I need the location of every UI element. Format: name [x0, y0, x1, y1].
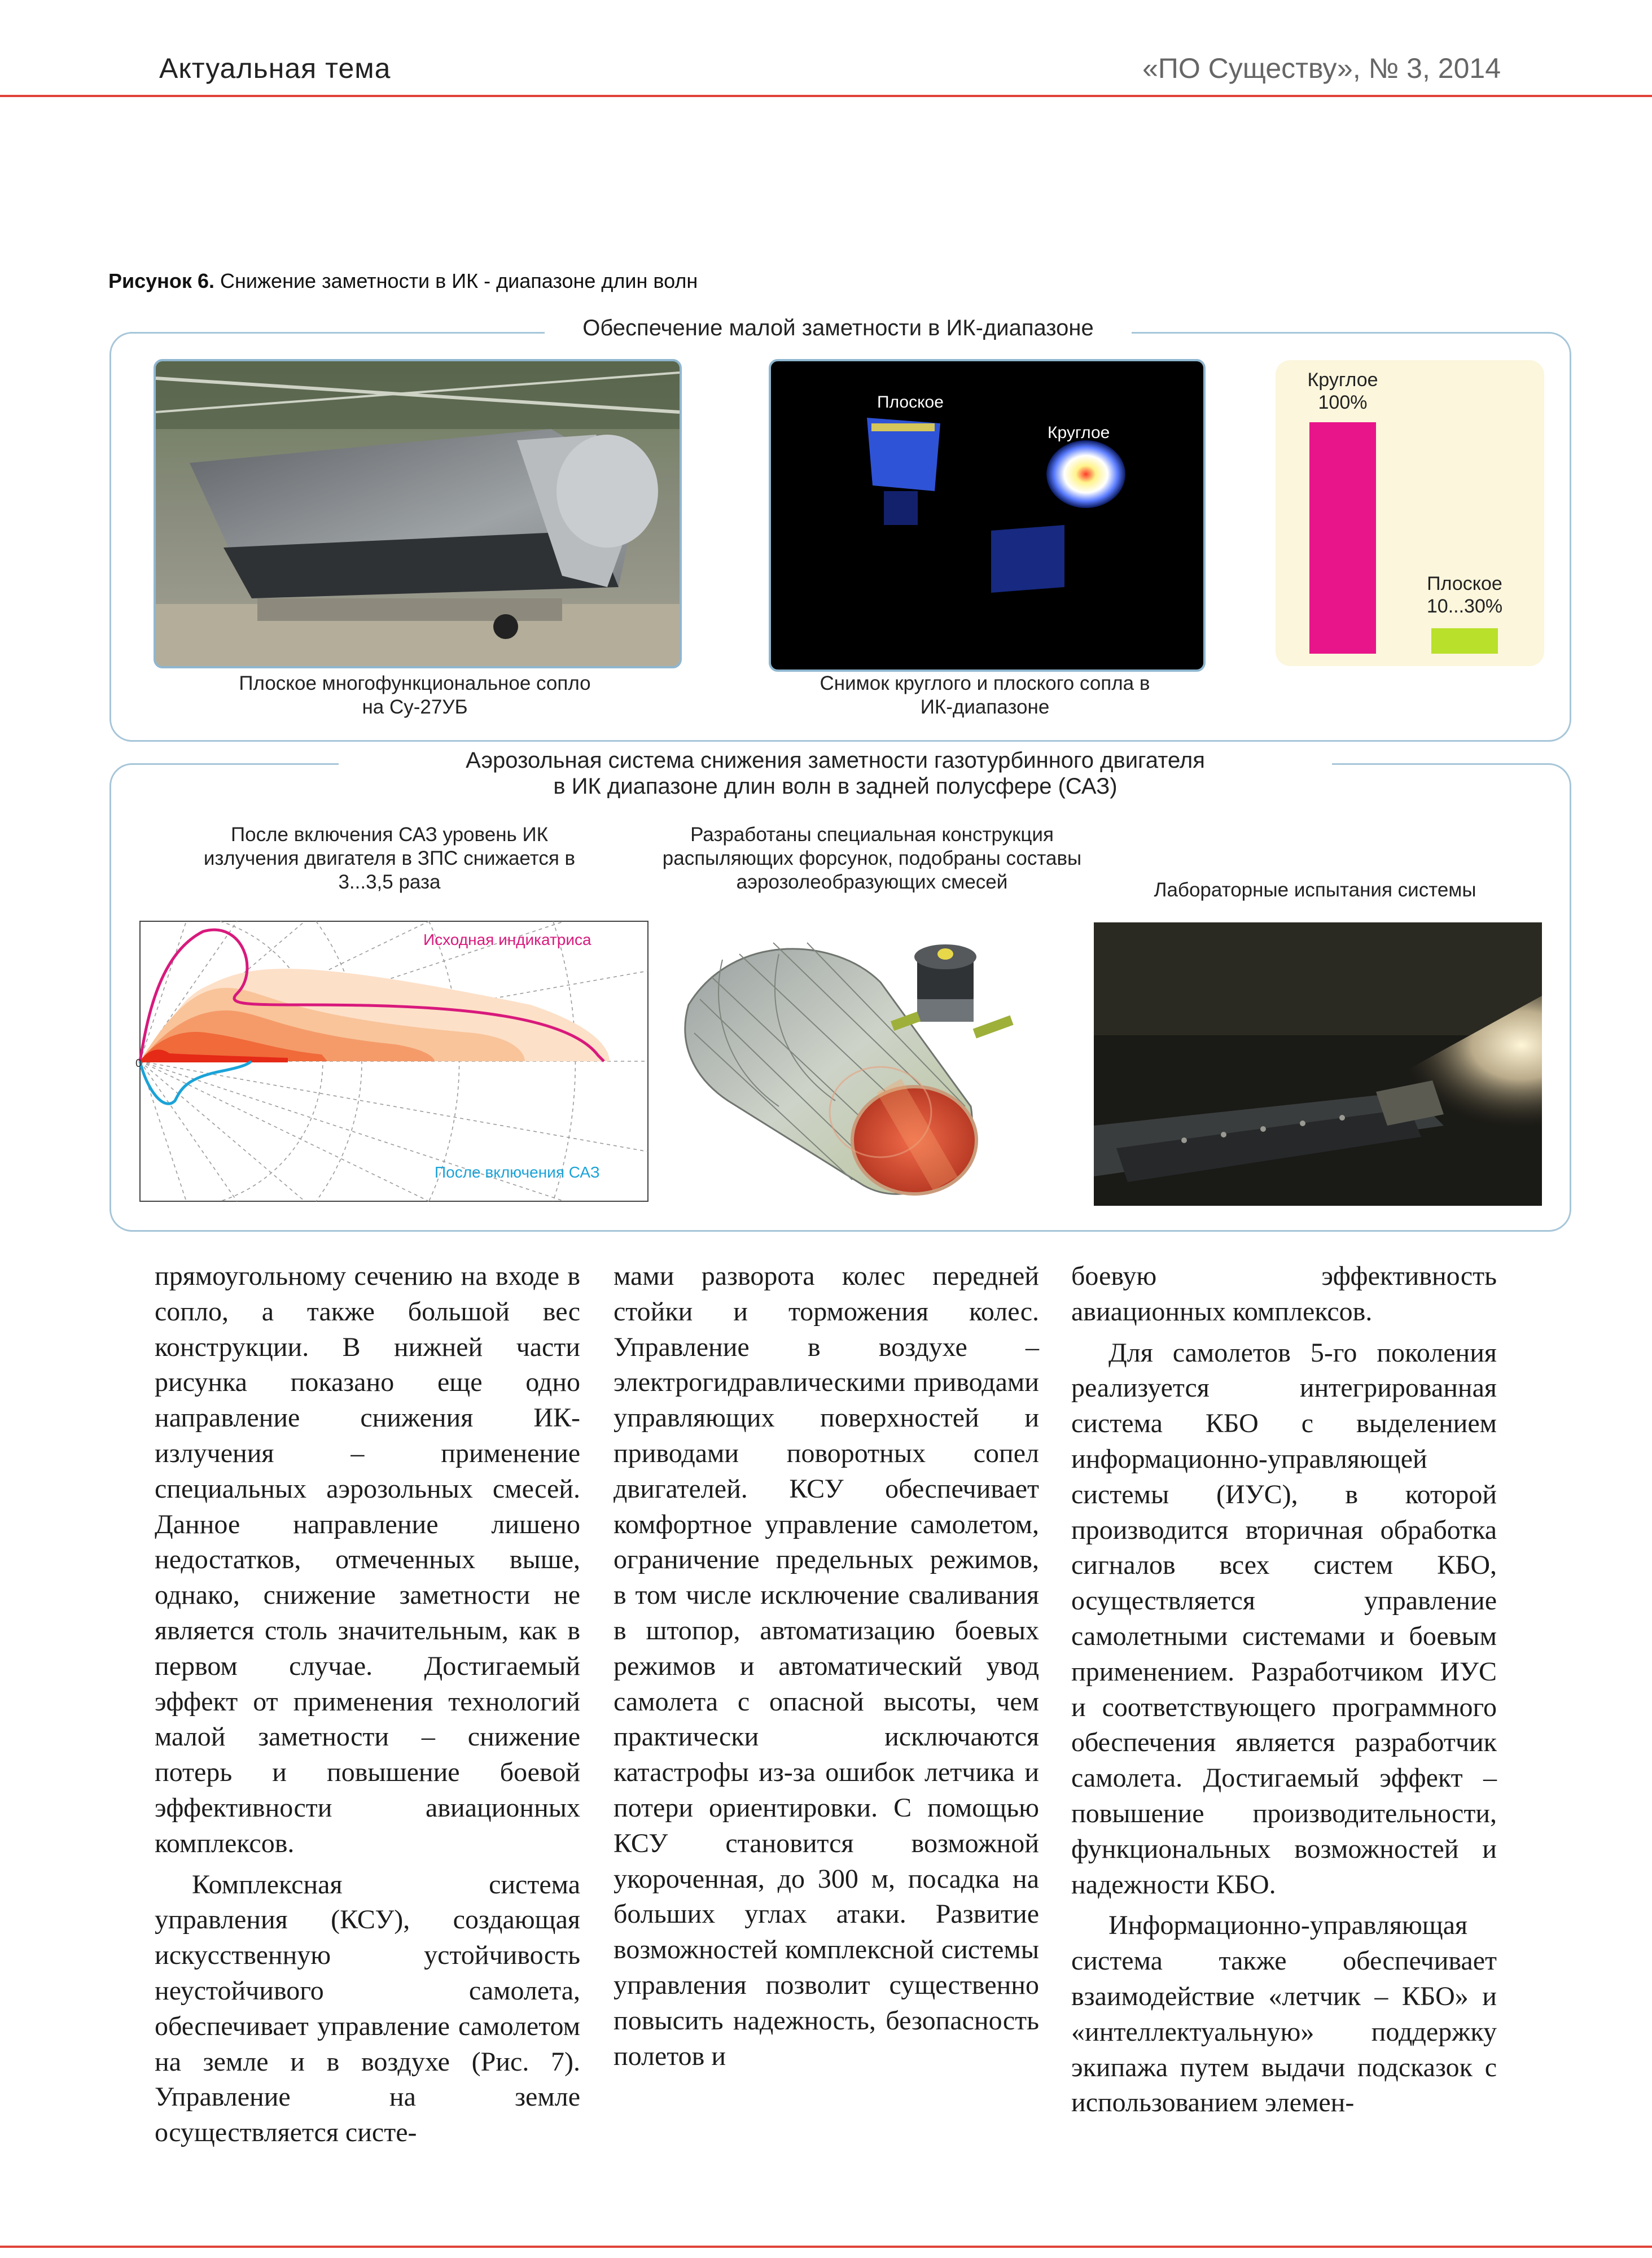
lab-tests-text: Лабораторные испытания системы [1154, 879, 1476, 901]
ir-nozzle-image [769, 359, 1206, 672]
ir-thermal-illustration [771, 361, 1203, 669]
aircraft-nozzle-photo [154, 359, 682, 668]
panel-ir-title: Обеспечение малой заметности в ИК-диапазоне [545, 315, 1132, 343]
ir-signature-chart [1276, 360, 1544, 666]
indicatrix-zero-label: 0 [135, 1057, 142, 1070]
panel-aerosol-title-line1: Аэрозольная система снижения заметности газотурбинного двигателя [466, 748, 1205, 773]
col2-paragraph-1: мами разворота колес передней стойки и торможения колес. Управление в воздухе – электрогидравлическими приводами управляющих поверхностей и приводами поворотных сопел двигателей. КСУ обеспечивает комфортное управление самолетом, ограничение предельных режимов, в том числе исключение сваливания в штопор, автоматизацию боевых режимов и автоматический увод самолета с опасной высоты, чем практически исключаются катастрофы из-за ошибок летчика и потери ориентировки. С помощью КСУ становится возможной укороченная, до 300 м, посадка на больших углах атаки. Развитие возможностей комплексной системы управления позволит существенно повысить надежность, безопасность полетов и [614, 1261, 1039, 2071]
section-title: Актуальная тема [159, 52, 391, 84]
bar-value-label: 100% [1318, 392, 1368, 413]
bar-round [1309, 422, 1376, 654]
col1-paragraph-1: прямоугольному сечению на входе в сопло, а также большой вес конструкции. В нижней части рисунка показано еще одно направление снижения ИК-излучения – применение специальных аэрозольных смесей. Данное направление лишено недостатков, отмеченных выше, однако, снижение заметности не является столь значительным, как в первом случае. Достигаемый эффект от применения технологий малой заметности – снижение потерь и повышение боевой эффективности авиационных комплексов. [155, 1261, 580, 1858]
figure-caption-number: Рисунок 6. [108, 269, 214, 292]
col3-paragraph-2: Для самолетов 5-го поколения реализуется интегрированная система КБО с выделением информационно-управляющей системы (ИУС), в которой производится вторичная обработка сигналов всех систем КБО, осуществляется управление самолетными системами и боевым применением. Разработчиком ИУС и соответствующего программного обеспечения является разработчик самолета. Достигаемый эффект – повышение производительности, функциональных возможностей и надежности КБО. [1071, 1337, 1497, 1900]
panel-aerosol-title-line2: в ИК диапазоне длин волн в задней полусфере (САЗ) [553, 774, 1118, 799]
ir-indicatrix-diagram [135, 920, 652, 1205]
col1-paragraph-2: Комплексная система управления (КСУ), создающая искусственную устойчивость неустойчивого самолета, обеспечивает управление самолетом на земле и в воздухе (Рис. 7). Управление на земле осуществляется систе- [155, 1869, 580, 2148]
header-rule [0, 95, 1652, 97]
bar-category-label: Плоское [1427, 572, 1502, 594]
body-column-1 [155, 1259, 580, 2151]
photo1-caption: Плоское многофункциональное сопло на Су-27УБ [239, 672, 591, 718]
indicatrix-after-label: После включения САЗ [435, 1163, 600, 1181]
col3-paragraph-3: Информационно-управляющая система также обеспечивает взаимодействие «летчик – КБО» и «интеллектуальную» поддержку экипажа путем выдачи подсказок с использованием элемен- [1071, 1910, 1497, 2118]
aerosol-effect-text: После включения САЗ уровень ИК излучения двигателя в ЗПС снижается в 3...3,5 раза [203, 824, 576, 893]
aircraft-nozzle-illustration [156, 361, 680, 666]
body-column-2 [614, 1259, 1039, 2074]
nozzle-3d-render [666, 920, 1106, 1225]
bar-value-label: 10...30% [1426, 595, 1503, 617]
ir-label-round: Круглое [1048, 423, 1110, 442]
figure-caption-text: Снижение заметности в ИК - диапазоне длин волн [214, 269, 698, 292]
figure-caption [108, 269, 698, 293]
panel-aerosol-title [339, 747, 1332, 802]
ir-label-flat: Плоское [877, 393, 944, 412]
bar-category-label: Круглое [1307, 369, 1378, 391]
photo2-caption: Снимок круглого и плоского сопла в ИК-диапазоне [820, 672, 1150, 718]
body-column-3 [1071, 1259, 1497, 2121]
aerosol-design-text: Разработаны специальная конструкция распыляющих форсунок, подобраны составы аэрозолеобразующих смесей [662, 824, 1082, 893]
lab-test-illustration [1094, 922, 1542, 1206]
journal-issue: «ПО Существу», № 3, 2014 [1142, 52, 1501, 84]
lab-test-photo [1094, 922, 1542, 1206]
bar-flat [1431, 628, 1498, 654]
ir-signature-bars [1276, 360, 1544, 666]
indicatrix-initial-label: Исходная индикатриса [423, 931, 591, 948]
footer-rule [0, 2246, 1652, 2248]
nozzle-injector-illustration [666, 920, 1106, 1225]
col3-paragraph-1: боевую эффективность авиационных комплексов. [1071, 1261, 1497, 1327]
indicatrix-plot [135, 920, 652, 1205]
